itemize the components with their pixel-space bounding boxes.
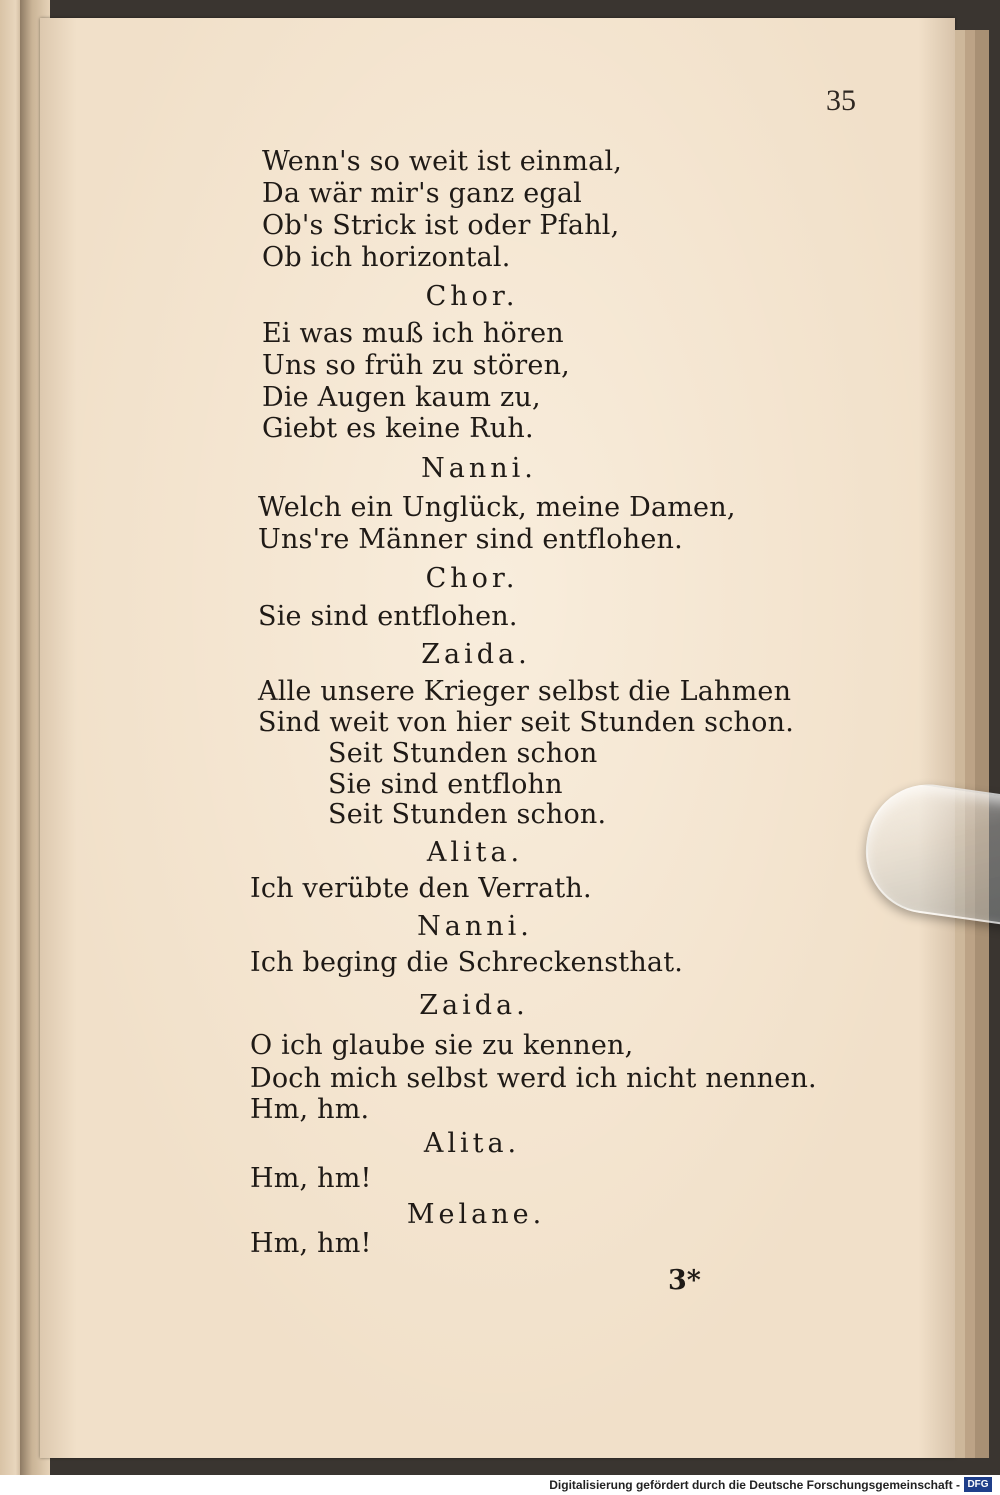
verse-line: Ob's Strick ist oder Pfahl, [262, 210, 620, 241]
verse-line: Alle unsere Krieger selbst die Lahmen [258, 676, 792, 707]
footer-bar [0, 1475, 1000, 1495]
verse-line: Ob ich horizontal. [262, 242, 511, 273]
speaker-heading: Melane. [406, 1199, 546, 1230]
verse-line: Seit Stunden schon [328, 738, 598, 769]
verse-line: Uns're Männer sind entflohen. [258, 524, 683, 555]
speaker-heading: Nanni. [421, 453, 537, 484]
verse-line: Hm, hm. [250, 1094, 370, 1125]
verse-line: Hm, hm! [250, 1163, 372, 1194]
verse-line: Sind weit von hier seit Stunden schon. [258, 707, 794, 738]
verse-line: Ei was muß ich hören [262, 318, 564, 349]
footer-credit: Digitalisierung gefördert durch die Deutsche Forschungsgemeinschaft - [549, 1478, 960, 1492]
verse-line: Sie sind entflohn [328, 769, 563, 800]
verse-line: Doch mich selbst werd ich nicht nennen. [250, 1063, 817, 1094]
speaker-heading: Chor. [425, 281, 519, 312]
verse-line: Seit Stunden schon. [328, 799, 607, 830]
verse-line: Welch ein Unglück, meine Damen, [258, 492, 736, 523]
verse-line: Sie sind entflohen. [258, 601, 518, 632]
verse-line: Ich verübte den Verrath. [250, 873, 592, 904]
page-number: 35 [826, 84, 856, 117]
verse-line: Giebt es keine Ruh. [262, 413, 534, 444]
verse-line: Da wär mir's ganz egal [262, 178, 583, 209]
speaker-heading: Nanni. [417, 911, 533, 942]
verse-line: Uns so früh zu stören, [262, 350, 570, 381]
verse-line: Die Augen kaum zu, [262, 382, 541, 413]
verse-line: Ich beging die Schreckensthat. [250, 947, 684, 978]
speaker-heading: Zaida. [421, 639, 531, 670]
verse-line: Hm, hm! [250, 1228, 372, 1259]
speaker-heading: Zaida. [419, 990, 529, 1021]
speaker-heading: Alita. [423, 1128, 521, 1159]
verse-line: Wenn's so weit ist einmal, [262, 146, 623, 177]
verse-line: O ich glaube sie zu kennen, [250, 1030, 634, 1061]
speaker-heading: Chor. [425, 563, 519, 594]
speaker-heading: Alita. [426, 837, 524, 868]
signature-mark: 3* [668, 1265, 701, 1296]
dfg-logo: DFG [964, 1477, 992, 1492]
